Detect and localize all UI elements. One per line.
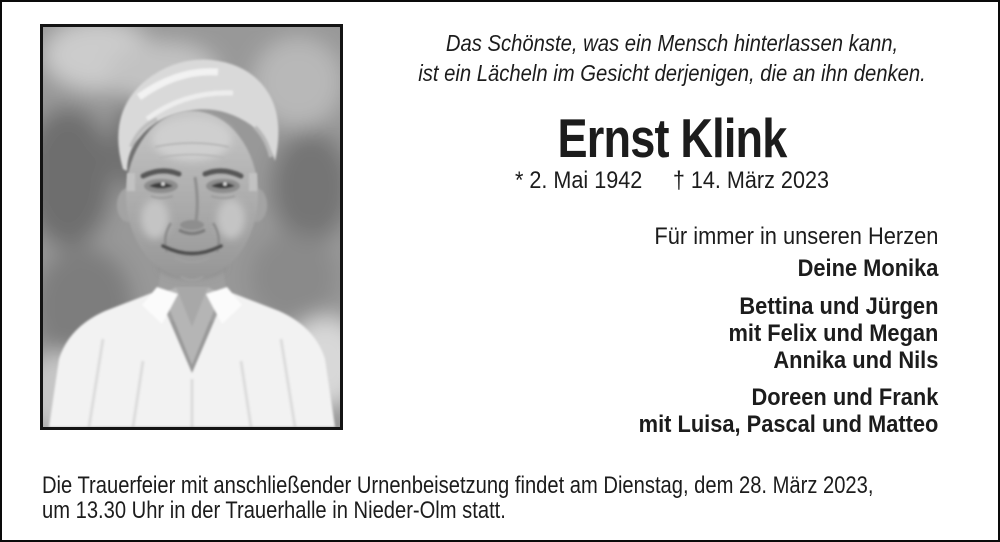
- epitaph-quote-line1: Das Schönste, was ein Mensch hinterlassen kann,: [445, 30, 899, 56]
- epitaph-quote: [382, 28, 963, 88]
- funeral-info-line2: um 13.30 Uhr in der Trauerhalle in Nieder-Olm statt.: [42, 497, 506, 524]
- mourner-line: Bettina und Jürgen: [739, 293, 938, 320]
- mourner-line: Doreen und Frank: [751, 384, 938, 411]
- portrait-photo-frame: [40, 24, 343, 430]
- deceased-name: Ernst Klink: [557, 107, 787, 169]
- mourner-line: Deine Monika: [797, 255, 938, 282]
- farewell-line: Für immer in unseren Herzen: [653, 223, 938, 250]
- portrait-photo: [43, 27, 340, 427]
- funeral-info-line1: Die Trauerfeier mit anschließender Urnenbeisetzung findet am Dienstag, dem 28. März 2023,: [42, 472, 874, 499]
- mourner-line: mit Luisa, Pascal und Matteo: [638, 411, 938, 438]
- farewell-block: [638, 223, 938, 438]
- mourner-group-family-2: [638, 384, 938, 438]
- death-date: † 14. März 2023: [672, 167, 829, 194]
- birth-date: * 2. Mai 1942: [515, 167, 643, 194]
- life-dates: [375, 168, 969, 194]
- epitaph-quote-line2: ist ein Lächeln im Gesicht derjenigen, die an ihn denken.: [418, 60, 926, 86]
- mourner-line: Annika und Nils: [772, 347, 938, 374]
- mourner-line: mit Felix und Megan: [728, 320, 938, 347]
- mourner-group-family-1: [638, 293, 938, 374]
- funeral-info: [42, 473, 873, 523]
- mourner-group-wife: [638, 255, 938, 282]
